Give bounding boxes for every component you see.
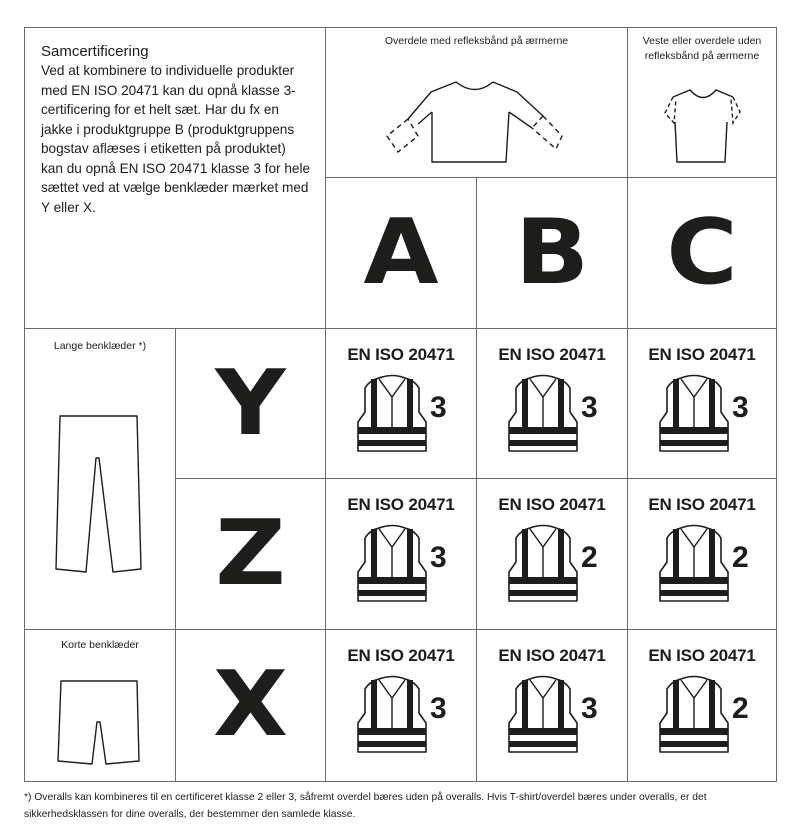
header-sweater: [325, 27, 628, 178]
class-value: 3: [430, 391, 447, 424]
hi-vis-vest-icon: [659, 675, 729, 753]
result-cell-a-x: [325, 629, 477, 782]
standard-label: EN ISO 20471: [498, 646, 606, 665]
class-value: 3: [581, 391, 598, 424]
class-value: 3: [581, 692, 598, 725]
class-value: 3: [430, 692, 447, 725]
tshirt-icon: [660, 85, 746, 165]
result-cell-a-z: [325, 478, 477, 630]
hi-vis-vest-icon: [659, 374, 729, 452]
intro-body: Ved at kombinere to individuelle produkter med EN ISO 20471 kan du opnå klasse 3-certificering for et helt sæt. Har du fx en jakke i produktgruppe B (produktgruppens bogstav aflæses i etiketten på produktet) kan du opnå EN ISO 20471 klasse 3 for hele sættet ved at vælge benklæder mærket med Y eller X.: [41, 63, 311, 215]
hi-vis-vest-icon: [659, 524, 729, 602]
standard-label: EN ISO 20471: [347, 495, 455, 514]
group-letter-b: B: [514, 200, 590, 305]
group-cell-y: [175, 328, 326, 479]
standard-label: EN ISO 20471: [648, 646, 756, 665]
group-cell-c: [627, 177, 777, 329]
hi-vis-vest-icon: [357, 374, 427, 452]
hi-vis-vest-icon: [508, 374, 578, 452]
result-cell-c-x: [627, 629, 777, 782]
long-trousers-icon: [53, 413, 143, 575]
intro-title: Samcertificering: [41, 43, 149, 60]
group-letter-y: Y: [215, 351, 286, 456]
bottoms-long-label: Lange benklæder *): [53, 340, 147, 352]
standard-label: EN ISO 20471: [498, 495, 606, 514]
certification-table: [24, 27, 777, 782]
class-value: 3: [732, 391, 749, 424]
standard-label: EN ISO 20471: [648, 495, 756, 514]
result-cell-c-z: [627, 478, 777, 630]
class-value: 2: [732, 692, 749, 725]
group-letter-c: C: [666, 200, 738, 305]
result-cell-c-y: [627, 328, 777, 479]
standard-label: EN ISO 20471: [347, 646, 455, 665]
group-cell-z: [175, 478, 326, 630]
header-tshirt-label: Veste eller overdele uden refleksbånd på ærmerne: [642, 35, 762, 62]
sweater-icon: [381, 74, 571, 166]
result-cell-a-y: [325, 328, 477, 479]
bottoms-long-cell: [24, 328, 176, 630]
group-cell-x: [175, 629, 326, 782]
intro-cell: [24, 27, 326, 329]
hi-vis-vest-icon: [508, 675, 578, 753]
group-letter-x: X: [213, 652, 288, 757]
group-letter-a: A: [363, 200, 439, 305]
result-cell-b-z: [476, 478, 628, 630]
shorts-icon: [56, 678, 142, 766]
hi-vis-vest-icon: [508, 524, 578, 602]
header-sweater-label: Overdele med refleksbånd på ærmerne: [384, 35, 569, 47]
footnote: *) Overalls kan kombineres til en certificeret klasse 2 eller 3, såfremt overdel bæres uden på overalls. Hvis T-shirt/overdel bæres under overalls, er det sikkerhedsklassen for dine overalls, der bestemmer den samlede klasse.: [24, 792, 707, 820]
standard-label: EN ISO 20471: [648, 345, 756, 364]
class-value: 2: [732, 541, 749, 574]
result-cell-b-y: [476, 328, 628, 479]
header-tshirt: [627, 27, 777, 178]
hi-vis-vest-icon: [357, 675, 427, 753]
group-cell-b: [476, 177, 628, 329]
bottoms-short-label: Korte benklæder: [61, 639, 139, 651]
bottoms-short-cell: [24, 629, 176, 782]
class-value: 3: [430, 541, 447, 574]
hi-vis-vest-icon: [357, 524, 427, 602]
standard-label: EN ISO 20471: [347, 345, 455, 364]
standard-label: EN ISO 20471: [498, 345, 606, 364]
class-value: 2: [581, 541, 598, 574]
result-cell-b-x: [476, 629, 628, 782]
group-letter-z: Z: [215, 501, 286, 606]
group-cell-a: [325, 177, 477, 329]
